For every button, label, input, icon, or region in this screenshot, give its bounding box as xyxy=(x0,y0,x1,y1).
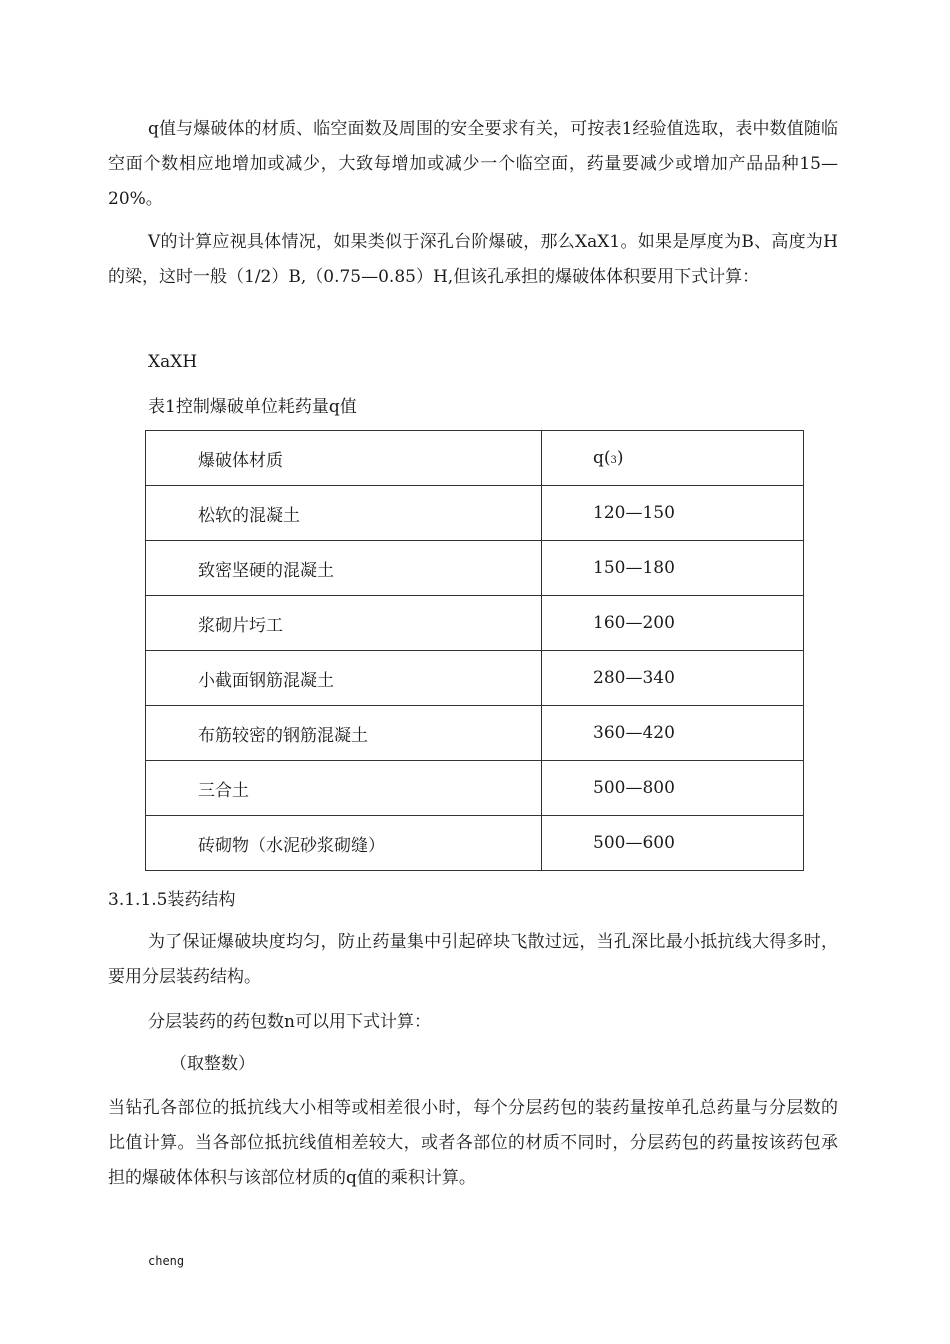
paragraph-charge-distribution: 当钻孔各部位的抵抗线大小相等或相差很小时，每个分层药包的装药量按单孔总药量与分层数的比值计算。当各部位抵抗线值相差较大，或者各部位的材质不同时，分层药包的药量按该药包承担的爆破体体积与该部位材质的q值的乘积计算。 xyxy=(108,1098,838,1188)
q-cell: 280—340 xyxy=(542,651,804,706)
paragraph-charge-count: 分层装药的药包数n可以用下式计算： xyxy=(148,1012,431,1032)
material-cell: 小截面钢筋混凝土 xyxy=(146,651,542,706)
paragraph-layered-charge: 为了保证爆破块度均匀，防止药量集中引起碎块飞散过远，当孔深比最小抵抗线大得多时，要用分层装药结构。 xyxy=(108,932,838,987)
material-cell: 浆砌片圬工 xyxy=(146,596,542,651)
page-footer: cheng xyxy=(148,1254,185,1268)
material-cell: 三合土 xyxy=(146,761,542,816)
material-cell: 致密坚硬的混凝土 xyxy=(146,541,542,596)
table-row xyxy=(146,816,804,871)
table-row xyxy=(146,651,804,706)
q-cell: 120—150 xyxy=(542,486,804,541)
q-cell: 150—180 xyxy=(542,541,804,596)
table-row xyxy=(146,596,804,651)
q-cell: 160—200 xyxy=(542,596,804,651)
paragraph-q-value: q值与爆破体的材质、临空面数及周围的安全要求有关，可按表1经验值选取，表中数值随临空面个数相应地增加或减少，大致每增加或减少一个临空面，药量要减少或增加产品品种15—20%。 xyxy=(108,119,838,209)
paragraph-round-integer: （取整数） xyxy=(170,1054,255,1074)
table-row xyxy=(146,541,804,596)
header-q-main: q( xyxy=(593,448,611,468)
table-row xyxy=(146,706,804,761)
header-q xyxy=(542,431,804,486)
formula-xaxh: XaXH xyxy=(148,352,198,372)
q-cell: 500—800 xyxy=(542,761,804,816)
table-caption: 表1控制爆破单位耗药量q值 xyxy=(148,397,357,417)
table-row xyxy=(146,761,804,816)
material-cell: 松软的混凝土 xyxy=(146,486,542,541)
material-cell: 砖砌物（水泥砂浆砌缝） xyxy=(146,816,542,871)
q-cell: 360—420 xyxy=(542,706,804,761)
section-heading: 3.1.1.5装药结构 xyxy=(108,890,236,910)
table-header-row xyxy=(146,431,804,486)
header-q-close: ) xyxy=(616,448,624,468)
q-cell: 500—600 xyxy=(542,816,804,871)
paragraph-v-calculation: V的计算应视具体情况，如果类似于深孔台阶爆破，那么XaX1。如果是厚度为B、高度为H的梁，这时一般（1/2）B,（0.75—0.85）H,但该孔承担的爆破体体积要用下式计算： xyxy=(108,232,838,287)
charge-table xyxy=(145,430,804,871)
header-q-sub: 3 xyxy=(610,455,617,466)
table-row xyxy=(146,486,804,541)
header-material: 爆破体材质 xyxy=(146,431,542,486)
material-cell: 布筋较密的钢筋混凝土 xyxy=(146,706,542,761)
